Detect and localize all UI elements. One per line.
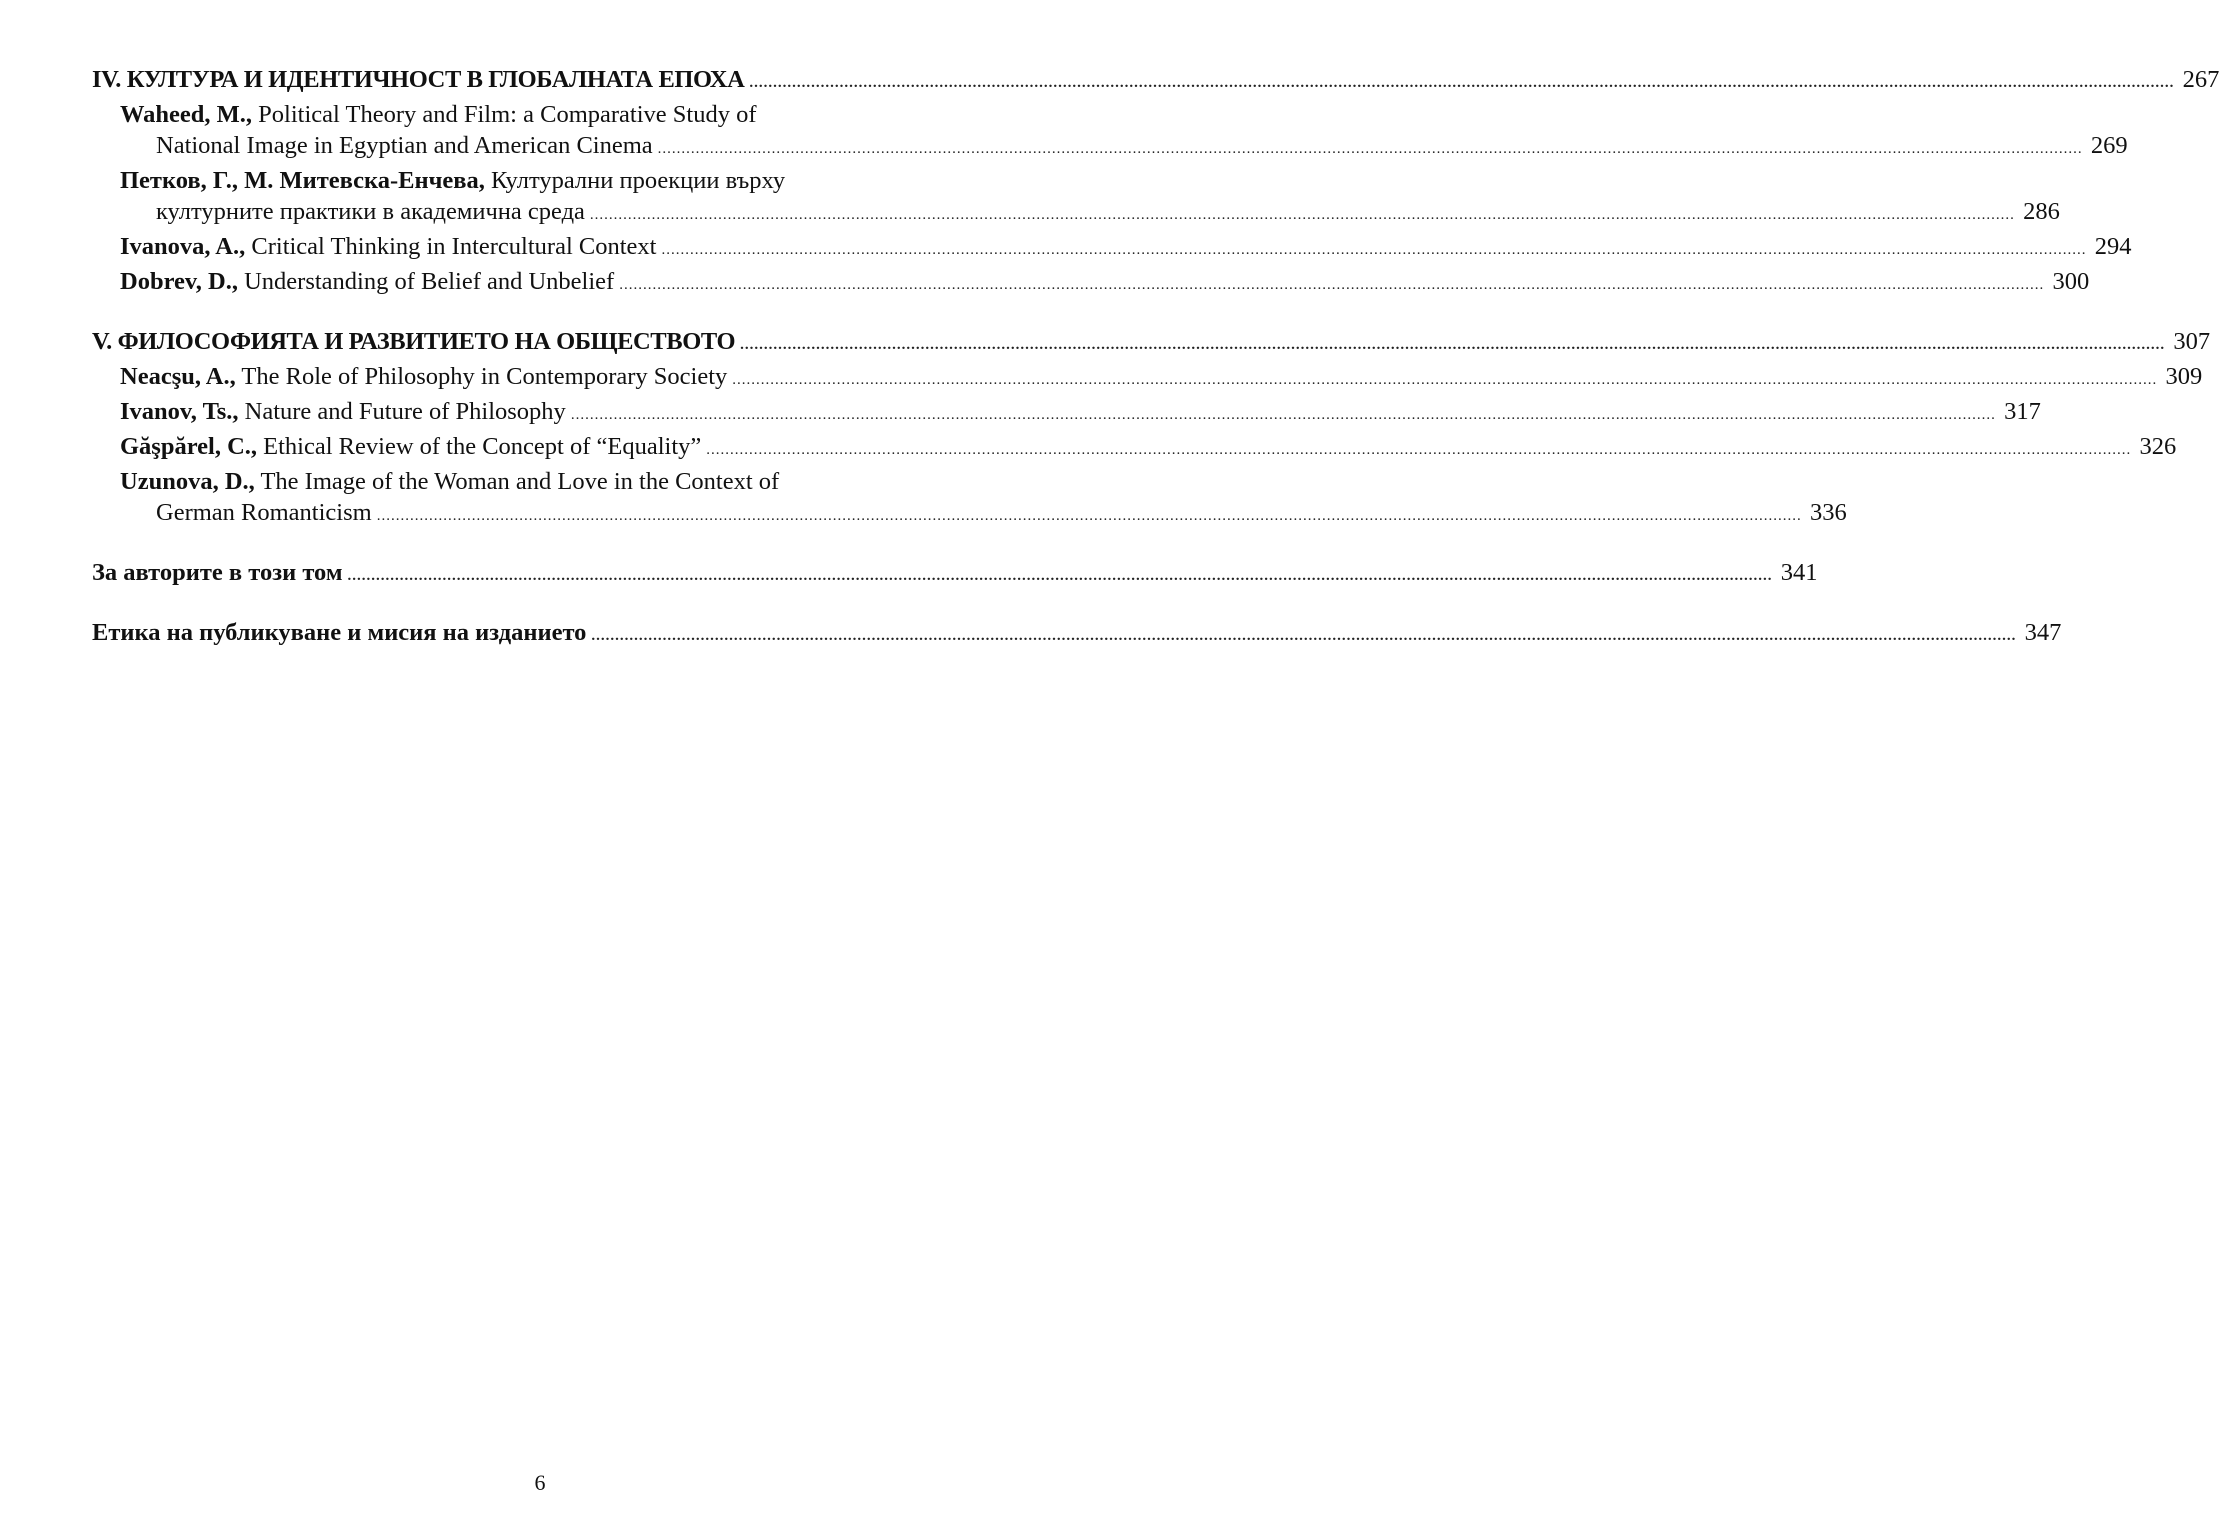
entry-title-line2: German Romanticism <box>156 499 372 526</box>
entry-title: Nature and Future of Philosophy <box>244 398 566 425</box>
section-page: 307 <box>2173 328 2211 355</box>
dot-leader: ............................................................................................................................................................................................................................................................................................................ <box>706 442 2132 458</box>
entry-text <box>120 231 656 262</box>
entry-text <box>120 361 727 392</box>
entry-text <box>120 396 566 427</box>
dot-leader: ............................................................................................................................................................................................................................................................................................................ <box>657 141 2083 157</box>
entry-title: Critical Thinking in Intercultural Context <box>251 233 657 260</box>
entry-author: Waheed, M., <box>120 101 253 128</box>
entry-page: 269 <box>2090 132 2128 159</box>
section-heading <box>92 64 2219 99</box>
toc-entry-uzunova <box>92 466 980 497</box>
entry-title-line1: The Image of the Woman and Love in the Context of <box>260 468 780 495</box>
entry-title-line1: Културални проекции върху <box>491 167 786 194</box>
entry-page: 317 <box>2004 398 2041 425</box>
extra-page: 347 <box>2024 619 2062 646</box>
toc-entry-waheed-cont <box>92 130 2128 165</box>
toc-entry-petkov-cont <box>92 196 2060 231</box>
entry-author: Ivanov, Ts., <box>120 398 239 425</box>
entry-page: 300 <box>2052 268 2090 295</box>
entry-author: Neacşu, A., <box>120 363 236 390</box>
table-of-contents <box>92 64 2219 677</box>
page-number: 6 <box>534 1470 546 1495</box>
toc-section-iv <box>92 64 2219 301</box>
dot-leader: ............................................................................................................................................................................................................................................................................................................ <box>570 407 1996 423</box>
dot-leader: ............................................................................................................................................................................................................................................................................................................ <box>740 337 2166 353</box>
toc-entry-waheed <box>92 99 980 130</box>
extra-title: За авторите в този том <box>92 559 343 586</box>
toc-section-v <box>92 326 2211 532</box>
extra-heading <box>92 617 2062 652</box>
entry-title-line2: културните практики в академична среда <box>156 198 585 225</box>
entry-title: Understanding of Belief and Unbelief <box>244 268 615 295</box>
entry-text <box>120 431 701 462</box>
toc-entry-ivanova <box>92 231 2132 266</box>
entry-title: The Role of Philosophy in Contemporary Society <box>241 363 728 390</box>
extra-page: 341 <box>1780 559 1818 586</box>
dot-leader: ............................................................................................................................................................................................................................................................................................................ <box>589 207 2015 223</box>
entry-title-line1: Political Theory and Film: a Comparative Study of <box>258 101 757 128</box>
entry-page: 309 <box>2165 363 2203 390</box>
toc-entry-gasparel <box>92 431 2177 466</box>
entry-text <box>120 266 614 297</box>
dot-leader: ............................................................................................................................................................................................................................................................................................................ <box>347 568 1773 584</box>
entry-author: Ivanova, A., <box>120 233 246 260</box>
entry-author: Uzunova, D., <box>120 468 255 495</box>
entry-page: 294 <box>2094 233 2132 260</box>
toc-extra-ethics <box>92 617 2062 652</box>
dot-leader: ............................................................................................................................................................................................................................................................................................................ <box>732 372 2158 388</box>
entry-text <box>120 466 779 497</box>
entry-author: Găşpărel, C., <box>120 433 258 460</box>
toc-entry-neacsu <box>92 361 2203 396</box>
entry-page: 336 <box>1809 499 1847 526</box>
entry-author: Петков, Г., М. Митевска-Енчева, <box>120 167 485 194</box>
section-heading <box>92 326 2211 361</box>
section-title: IV. КУЛТУРА И ИДЕНТИЧНОСТ В ГЛОБАЛНАТА ЕПОХА <box>92 66 745 93</box>
entry-author: Dobrev, D., <box>120 268 238 295</box>
dot-leader: ............................................................................................................................................................................................................................................................................................................ <box>591 628 2017 644</box>
entry-title: Ethical Review of the Concept of “Equality” <box>263 433 702 460</box>
toc-entry-dobrev <box>92 266 2090 301</box>
toc-extra-authors <box>92 557 1818 592</box>
section-page: 267 <box>2182 66 2219 93</box>
entry-title-line2: National Image in Egyptian and American Cinema <box>156 132 653 159</box>
section-title: V. ФИЛОСОФИЯТА И РАЗВИТИЕТО НА ОБЩЕСТВОТО <box>92 328 736 355</box>
entry-text <box>120 99 756 130</box>
toc-entry-petkov <box>92 165 980 196</box>
extra-heading <box>92 557 1818 592</box>
dot-leader: ............................................................................................................................................................................................................................................................................................................ <box>619 277 2045 293</box>
entry-page: 286 <box>2023 198 2060 225</box>
entry-page: 326 <box>2139 433 2177 460</box>
toc-entry-ivanov <box>92 396 2041 431</box>
extra-title: Етика на публикуване и мисия на изданието <box>92 619 587 646</box>
dot-leader: ............................................................................................................................................................................................................................................................................................................ <box>376 508 1802 524</box>
entry-text <box>120 165 785 196</box>
dot-leader: ............................................................................................................................................................................................................................................................................................................ <box>749 75 2175 91</box>
toc-entry-uzunova-cont <box>92 497 1847 532</box>
dot-leader: ............................................................................................................................................................................................................................................................................................................ <box>661 242 2087 258</box>
